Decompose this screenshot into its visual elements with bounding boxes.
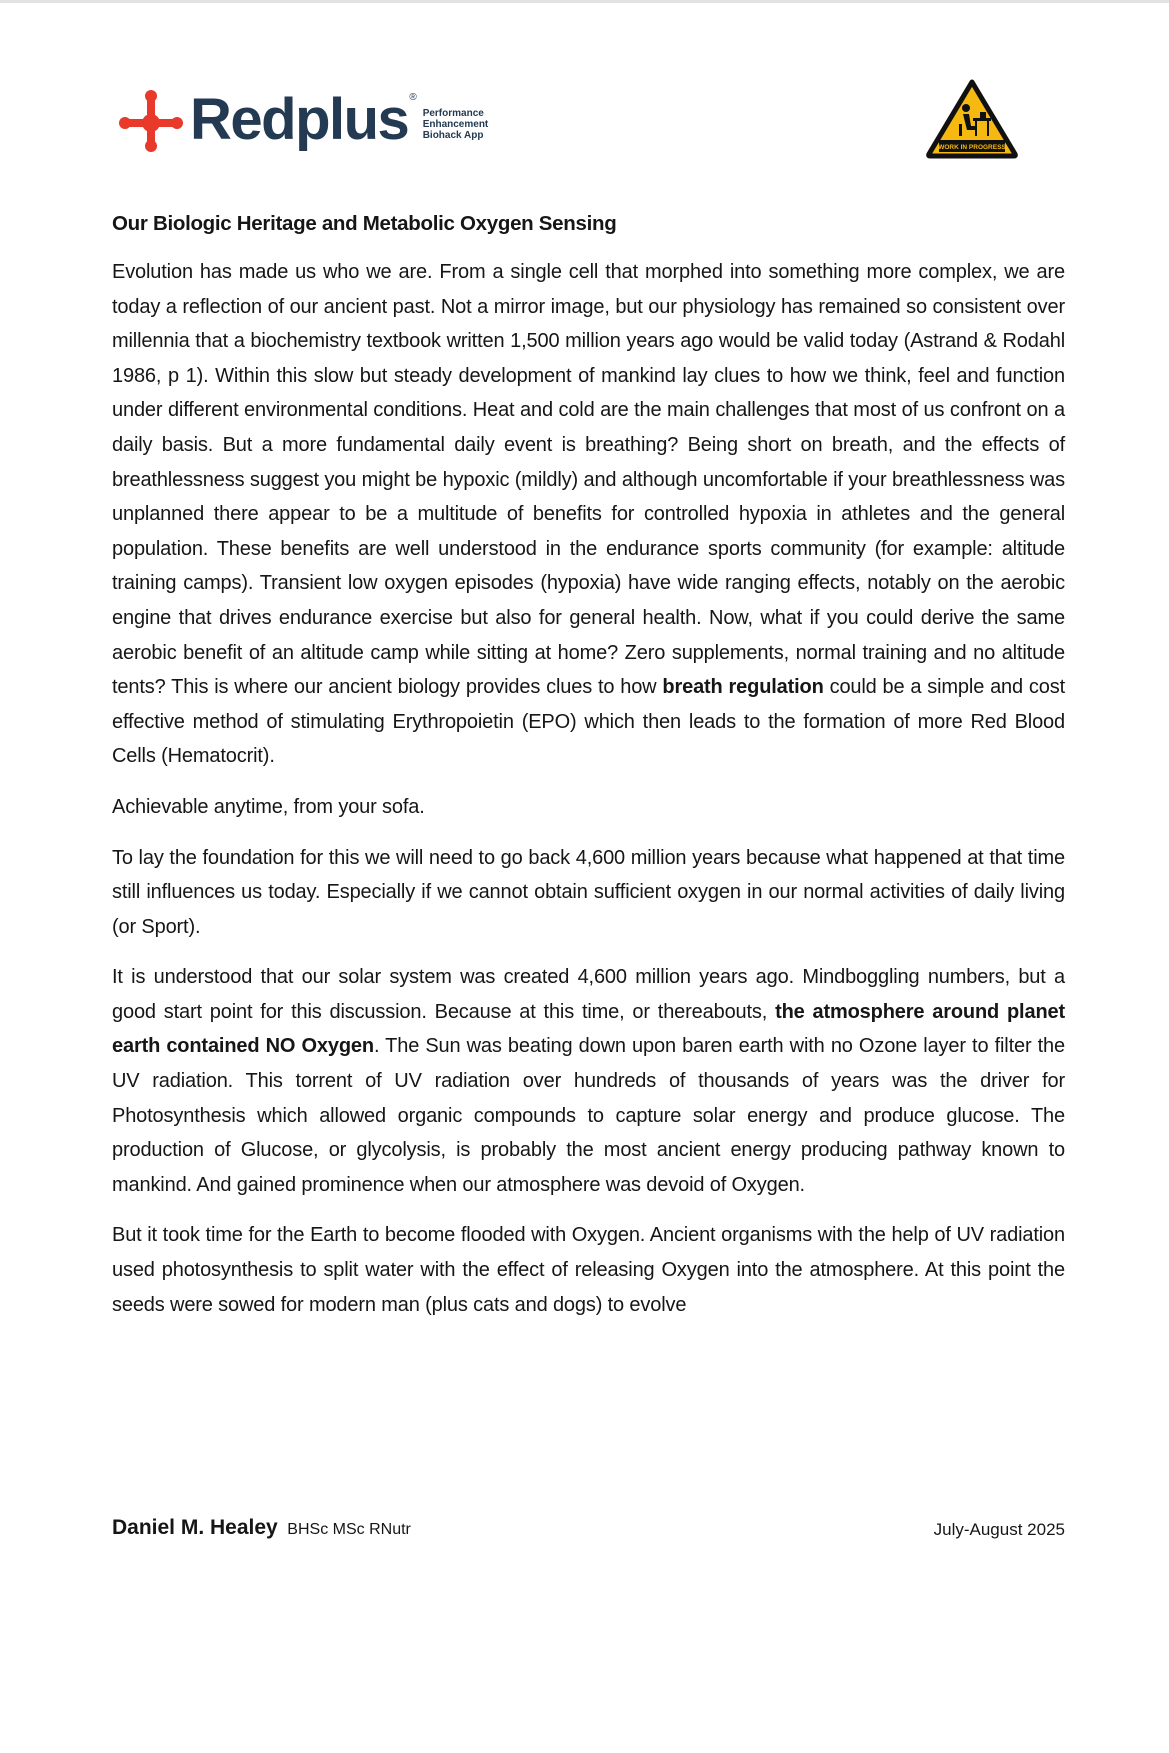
paragraph: To lay the foundation for this we will need to go back 4,600 million years because what happened at that time still influences us today. Especially if we cannot obtain sufficient oxygen in our normal activities of daily living (or Sport). <box>112 846 1065 938</box>
emphasis-text: the atmosphere around planet earth contained NO Oxygen <box>112 1000 1065 1058</box>
paragraph-text: It is understood that our solar system was created 4,600 million years ago. Mindboggling numbers, but a good start point for this discussion. Because at this time, or thereabouts, <box>112 966 1065 1023</box>
brand-logo <box>118 80 488 160</box>
paragraph-text: Evolution has made us who we are. From a single cell that morphed into something more complex, we are today a reflection of our ancient past. Not a mirror image, but our physiology has remained so consistent over millennia that a biochemistry textbook written 1,500 million years ago would be valid today (Astrand & Rodahl 1986, p 1). Within this slow but steady development of mankind lay clues to how we think, feel and function under different environmental conditions. Heat and cold are the main challenges that most of us confront on a daily basis. But a more fundamental daily event is breathing? Being short on breath, and the effects of breathlessness suggest you might be hypoxic (mildly) and although uncomfortable if your breathlessness was unplanned there appear to be a multitude of benefits for controlled hypoxia in athletes and the general population. These benefits are well understood in the endurance sports community (for example: altitude training camps). Transient low oxygen episodes (hypoxia) have wide ranging effects, notably on the aerobic engine that drives endurance exercise but also for general health. Now, what if you could derive the same aerobic benefit of an altitude camp while sitting at home? Zero supplements, normal training and no altitude tents? This is where our ancient biology provides clues to how <box>112 261 1065 699</box>
brand-tagline-line: Biohack App <box>422 129 484 141</box>
emphasis-text: breath regulation <box>662 676 824 699</box>
article-body <box>112 207 1065 1338</box>
paragraph-text: could be a simple and cost effective method of stimulating Erythropoietin (EPO) which then leads to the formation of more Red Blood Cells (Hematocrit). <box>112 676 1065 768</box>
badge-text: WORK IN PROGRESS <box>938 144 1006 151</box>
article-title: Our Biologic Heritage and Metabolic Oxygen Sensing <box>112 212 617 235</box>
brand-name: Redplus <box>190 87 409 152</box>
paragraph <box>112 255 1065 774</box>
paragraph-text: . The Sun was beating down upon baren earth with no Ozone layer to filter the UV radiation. This torrent of UV radiation over hundreds of thousands of years was the driver for Photosynthesis which allowed organic compounds to capture solar energy and produce glucose. The production of Glucose, or glycolysis, is probably the most ancient energy producing pathway known to mankind. And gained prominence when our atmosphere was devoid of Oxygen. <box>112 1035 1066 1196</box>
redplus-mark-icon <box>118 87 184 153</box>
registered-mark: ® <box>409 92 417 103</box>
work-in-progress-warning-icon <box>925 78 1019 160</box>
brand-tagline-line: Performance <box>422 107 484 119</box>
brand-tagline <box>423 108 489 141</box>
footer-author <box>112 1514 411 1544</box>
brand-tagline-line: Enhancement <box>422 118 489 130</box>
paragraph <box>112 960 1065 1202</box>
author-name: Daniel M. Healey <box>112 1516 278 1539</box>
paragraph: But it took time for the Earth to become flooded with Oxygen. Ancient organisms with the help of UV radiation used photosynthesis to split water with the effect of releasing Oxygen into the atmosphere. At this point the seeds were sowed for modern man (plus cats and dogs) to evolve <box>112 1224 1065 1316</box>
publication-date: July-August 2025 <box>933 1520 1065 1539</box>
author-credentials: BHSc MSc RNutr <box>287 1521 411 1538</box>
paragraph: Achievable anytime, from your sofa. <box>112 795 425 818</box>
